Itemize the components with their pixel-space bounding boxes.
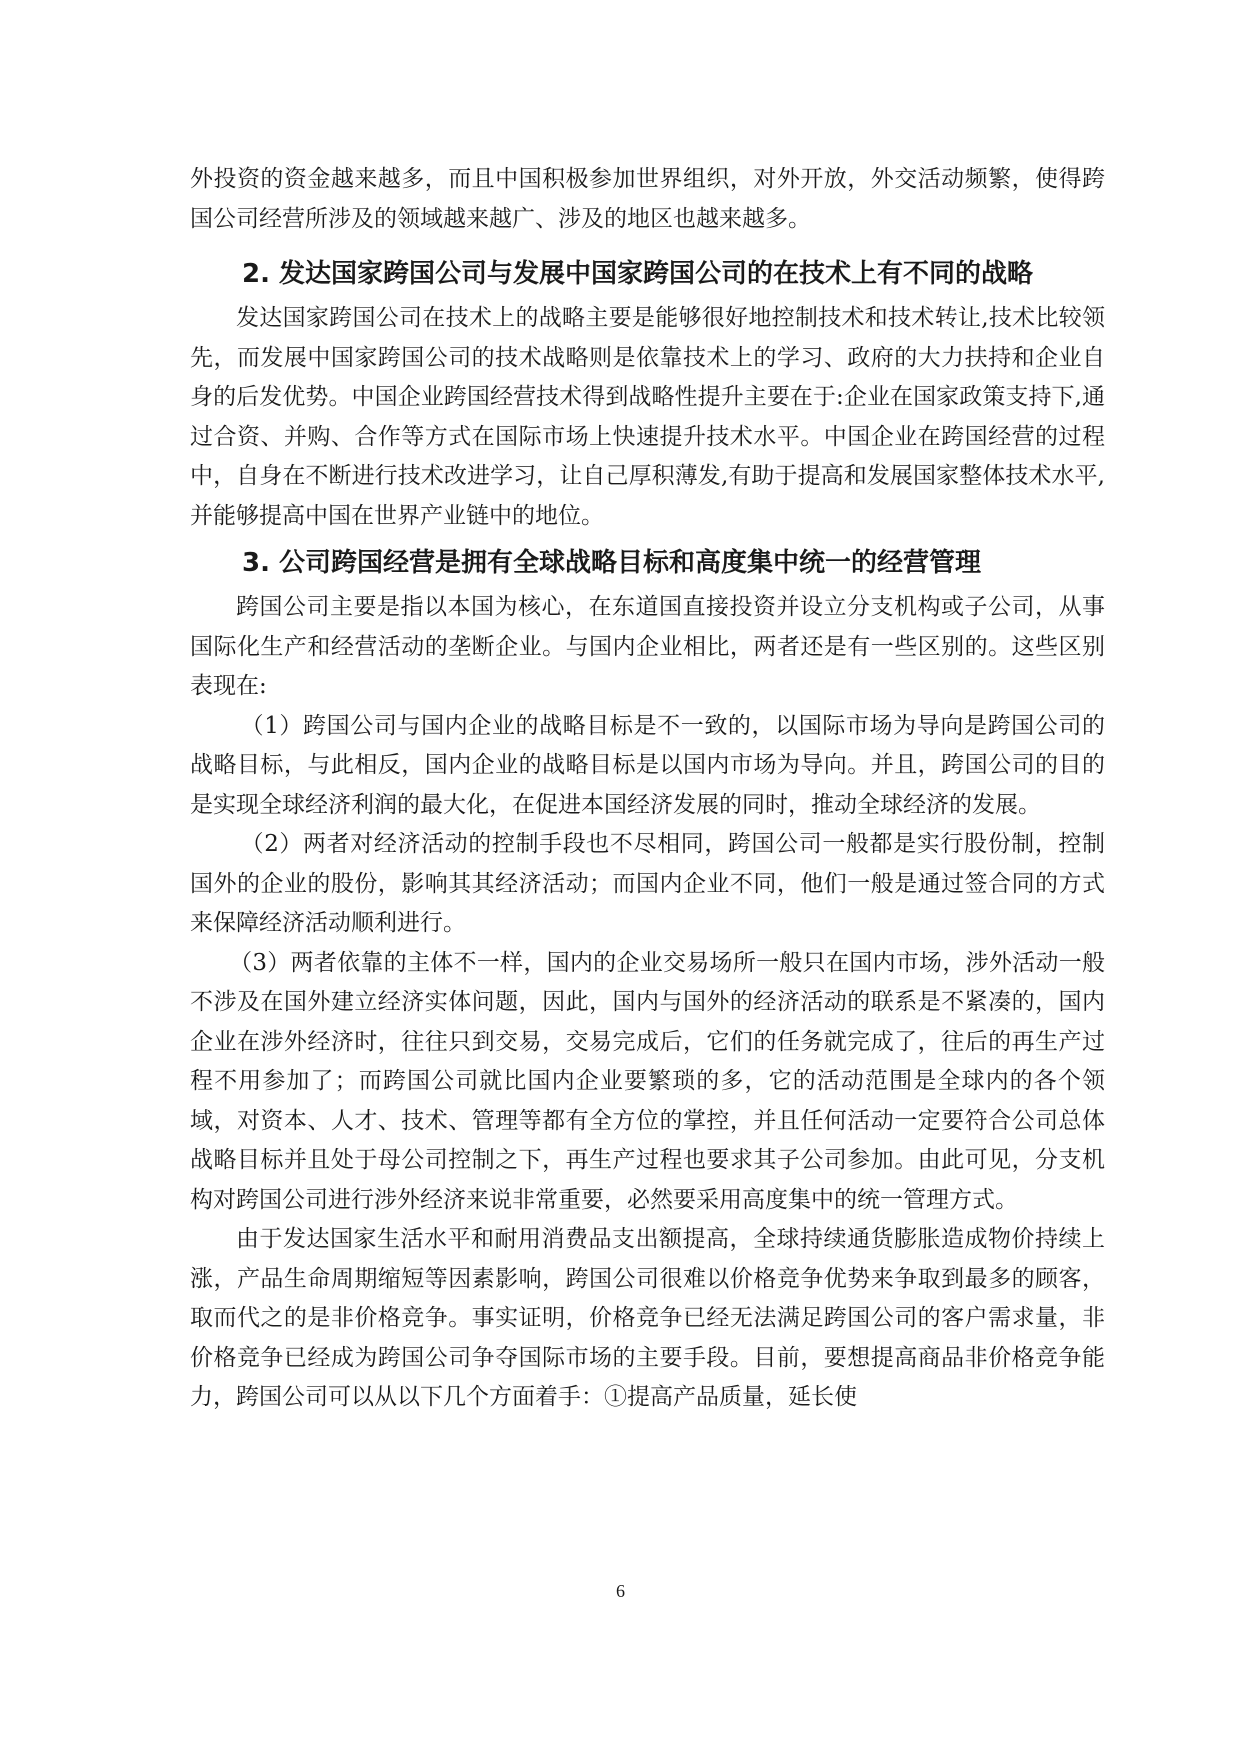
page-number: 6 [616,1581,625,1601]
list-item-3: （3）两者依靠的主体不一样，国内的企业交易场所一般只在国内市场，涉外活动一般不涉及在国外建立经济实体问题，因此，国内与国外的经济活动的联系是不紧凑的，国内企业在涉外经济时，往往只到交易，交易完成后，它们的任务就完成了，往后的再生产过程不用参加了；而跨国公司就比国内企业要繁琐的多，它的活动范围是全球内的各个领域，对资本、人才、技术、管理等都有全方位的掌控，并且任何活动一定要符合公司总体战略目标并且处于母公司控制之下，再生产过程也要求其子公司参加。由此可见，分支机构对跨国公司进行涉外经济来说非常重要，必然要采用高度集中的统一管理方式。 [190,949,1105,1213]
section-heading-2: 2. 发达国家跨国公司与发展中国家跨国公司的在技术上有不同的战略 [242,259,1034,289]
section-heading-3: 3. 公司跨国经营是拥有全球战略目标和高度集中统一的经营管理 [242,548,982,578]
list-item-1: （1）跨国公司与国内企业的战略目标是不一致的，以国际市场为导向是跨国公司的战略目标，与此相反，国内企业的战略目标是以国内市场为导向。并且，跨国公司的目的是实现全球经济利润的最大化，在促进本国经济发展的同时，推动全球经济的发展。 [190,712,1105,818]
paragraph-technology-strategy: 发达国家跨国公司在技术上的战略主要是能够很好地控制技术和技术转让,技术比较领先，而发展中国家跨国公司的技术战略则是依靠技术上的学习、政府的大力扶持和企业自身的后发优势。中国企业跨国经营技术得到战略性提升主要在于:企业在国家政策支持下,通过合资、并购、合作等方式在国际市场上快速提升技术水平。中国企业在跨国经营的过程中，自身在不断进行技术改进学习，让自己厚积薄发,有助于提高和发展国家整体技术水平,并能够提高中国在世界产业链中的地位。 [190,305,1105,529]
paragraph-non-price-competition: 由于发达国家生活水平和耐用消费品支出额提高，全球持续通货膨胀造成物价持续上涨，产品生命周期缩短等因素影响，跨国公司很难以价格竞争优势来争取到最多的顾客，取而代之的是非价格竞争。事实证明，价格竞争已经无法满足跨国公司的客户需求量，非价格竞争已经成为跨国公司争夺国际市场的主要手段。目前，要想提高商品非价格竞争能力，跨国公司可以从以下几个方面着手：①提高产品质量，延长使 [190,1226,1105,1410]
list-item-2: （2）两者对经济活动的控制手段也不尽相同，跨国公司一般都是实行股份制，控制国外的企业的股份，影响其其经济活动；而国内企业不同，他们一般是通过签合同的方式来保障经济活动顺利进行。 [190,831,1105,936]
document-body [190,160,1105,1418]
paragraph-continuation: 外投资的资金越来越多，而且中国积极参加世界组织，对外开放，外交活动频繁，使得跨国公司经营所涉及的领域越来越广、涉及的地区也越来越多。 [190,166,1105,232]
paragraph-definition: 跨国公司主要是指以本国为核心，在东道国直接投资并设立分支机构或子公司，从事国际化生产和经营活动的垄断企业。与国内企业相比，两者还是有一些区别的。这些区别表现在: [190,594,1105,699]
